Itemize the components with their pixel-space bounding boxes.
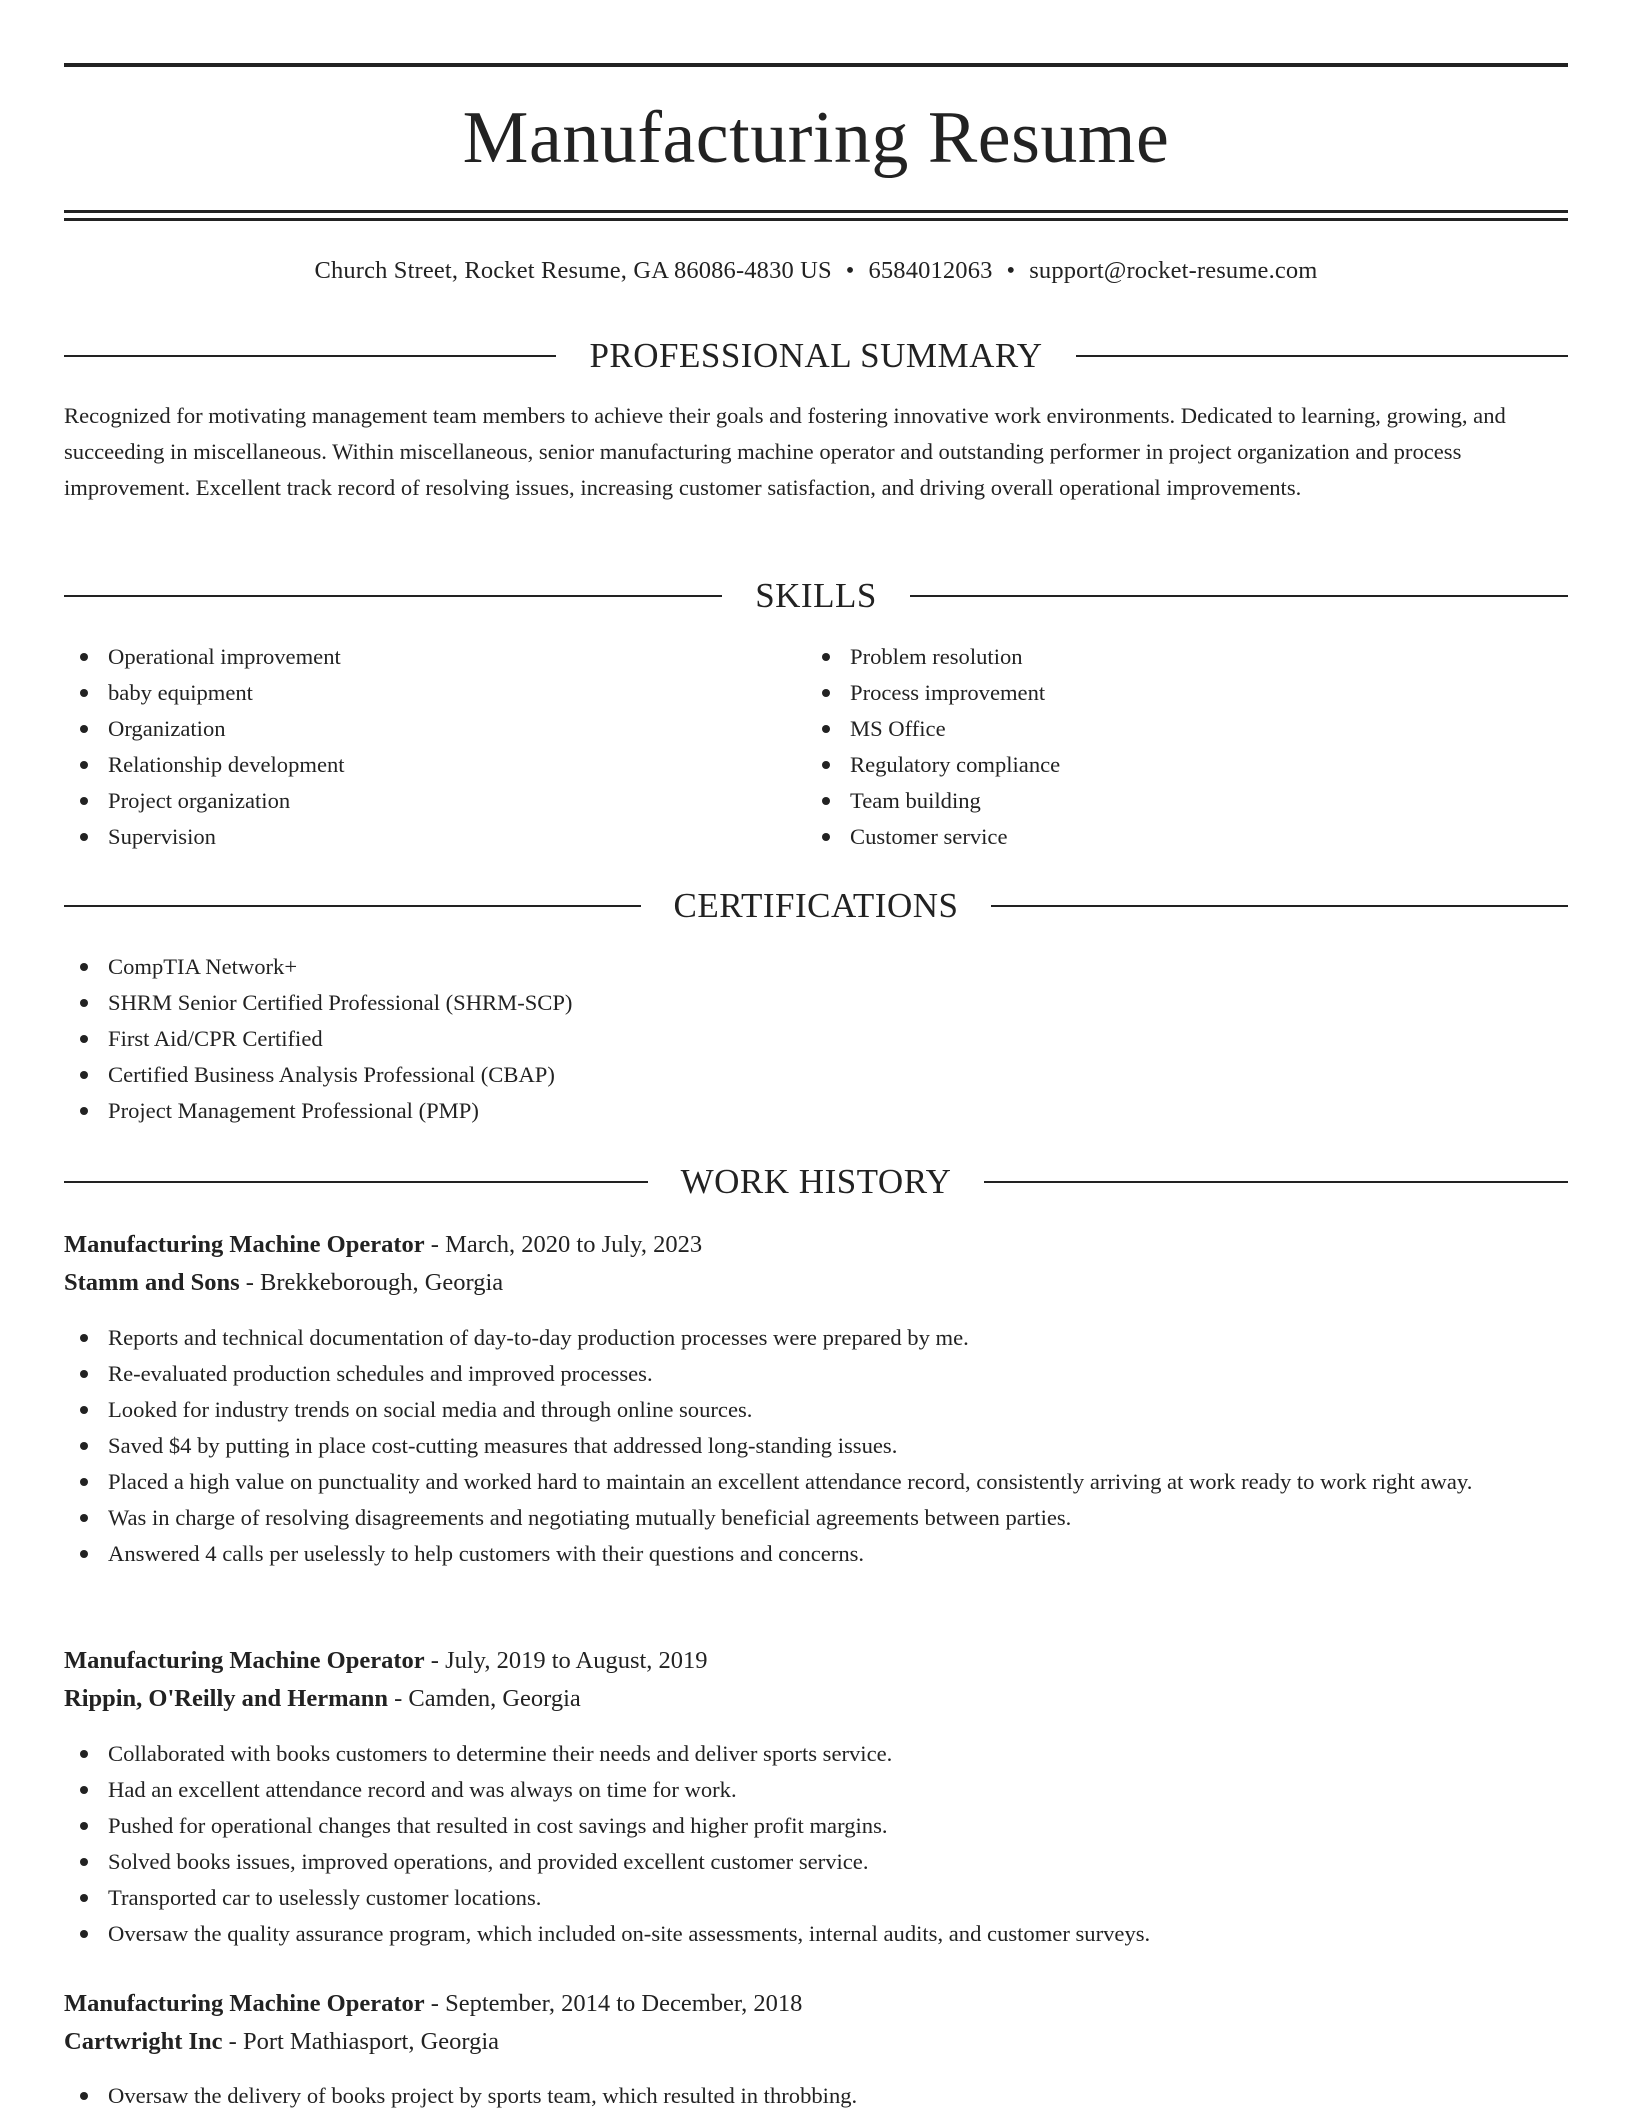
heading-rule xyxy=(64,905,641,907)
bullet-dot xyxy=(80,1858,88,1866)
job-bullet-text: Saved $4 by putting in place cost-cutting measures that addressed long-standing issues. xyxy=(108,1433,898,1458)
summary-heading xyxy=(64,336,1568,376)
certifications-block xyxy=(64,949,1568,1129)
job-bullet-text: Collaborated with books customers to determine their needs and deliver sports service. xyxy=(108,1741,893,1766)
job-bullet-text: Placed a high value on punctuality and worked hard to maintain an excellent attendance record, consistently arriving at work ready to work right away. xyxy=(108,1469,1473,1494)
job-bullet-text: Answered 4 calls per uselessly to help customers with their questions and concerns. xyxy=(108,1541,865,1566)
certification-label: Certified Business Analysis Professional (CBAP) xyxy=(108,1062,555,1087)
bullet-dot xyxy=(80,1478,88,1486)
certification-label: CompTIA Network+ xyxy=(108,954,298,979)
job-company: Cartwright Inc xyxy=(64,2028,223,2055)
summary-title: PROFESSIONAL SUMMARY xyxy=(589,336,1043,375)
job-bullet xyxy=(64,1736,1568,1772)
job-bullet xyxy=(64,1500,1568,1536)
header-double-rule xyxy=(64,210,1568,221)
job-title-line xyxy=(64,1985,1568,2023)
bullet-dot xyxy=(822,653,830,661)
bullet-dot xyxy=(822,725,830,733)
job-company-line xyxy=(64,1264,1568,1302)
skill-item xyxy=(806,819,1506,855)
skill-item xyxy=(806,711,1506,747)
bullet-dot xyxy=(80,833,88,841)
skill-label: Relationship development xyxy=(108,752,345,777)
heading-rule xyxy=(1076,355,1568,357)
bullet-dot xyxy=(80,1035,88,1043)
job-bullets xyxy=(64,2078,1568,2114)
certifications-heading xyxy=(64,886,1568,926)
job-bullet-text: Solved books issues, improved operations, and provided excellent customer service. xyxy=(108,1849,869,1874)
certification-label: First Aid/CPR Certified xyxy=(108,1026,323,1051)
job-bullet xyxy=(64,1320,1568,1356)
job-entry xyxy=(64,1985,1568,2061)
skill-label: Problem resolution xyxy=(850,644,1023,669)
job-company-line xyxy=(64,1680,1568,1718)
skill-item xyxy=(64,639,764,675)
job-bullet xyxy=(64,1392,1568,1428)
job-title-line xyxy=(64,1226,1568,1264)
heading-rule xyxy=(991,905,1568,907)
contact-separator: • xyxy=(845,257,855,284)
summary-text: Recognized for motivating management team members to achieve their goals and fostering innovative work environments. Dedicated to learning, growing, and succeeding in miscellaneous. Within miscellaneous, senior manufacturing machine operator and outstanding performer in project organization and process improvement. Excellent track record of resolving issues, increasing customer satisfaction, and driving overall operational improvements. xyxy=(64,403,1506,500)
skills-right-column xyxy=(806,639,1506,855)
skill-item xyxy=(64,819,764,855)
job-bullet xyxy=(64,1844,1568,1880)
bullet-dot xyxy=(80,1442,88,1450)
skill-item xyxy=(806,675,1506,711)
job-bullet xyxy=(64,1916,1568,1952)
job-location: - Port Mathiasport, Georgia xyxy=(222,2028,500,2055)
certification-label: SHRM Senior Certified Professional (SHRM-SCP) xyxy=(108,990,573,1015)
heading-rule xyxy=(910,595,1568,597)
job-company: Rippin, O'Reilly and Hermann xyxy=(64,1685,389,1712)
job-title: Manufacturing Machine Operator xyxy=(64,1990,425,2017)
job-dates: - March, 2020 to July, 2023 xyxy=(424,1231,703,1258)
job-bullet xyxy=(64,1464,1568,1500)
skill-item xyxy=(806,639,1506,675)
skill-item xyxy=(806,783,1506,819)
certification-label: Project Management Professional (PMP) xyxy=(108,1098,479,1123)
job-bullets xyxy=(64,1736,1568,1952)
bullet-dot xyxy=(80,1894,88,1902)
certification-item xyxy=(64,1021,1568,1057)
skill-label: Organization xyxy=(108,716,226,741)
job-bullet-text: Looked for industry trends on social media and through online sources. xyxy=(108,1397,753,1422)
certifications-list xyxy=(64,949,1568,1129)
bullet-dot xyxy=(80,1334,88,1342)
job-bullet xyxy=(64,1536,1568,1572)
heading-rule xyxy=(64,595,722,597)
skills-left-list xyxy=(64,639,764,855)
bullet-dot xyxy=(80,1514,88,1522)
job-dates: - September, 2014 to December, 2018 xyxy=(424,1990,803,2017)
job-bullet xyxy=(64,1772,1568,1808)
job-dates: - July, 2019 to August, 2019 xyxy=(424,1647,708,1674)
job-title: Manufacturing Machine Operator xyxy=(64,1647,425,1674)
job-title: Manufacturing Machine Operator xyxy=(64,1231,425,1258)
work-history-title: WORK HISTORY xyxy=(680,1162,952,1201)
contact-separator: • xyxy=(1006,257,1016,284)
heading-rule xyxy=(64,1181,648,1183)
skill-label: Process improvement xyxy=(850,680,1046,705)
skill-label: Project organization xyxy=(108,788,291,813)
contact-email: support@rocket-resume.com xyxy=(1029,257,1318,284)
contact-line xyxy=(64,256,1568,286)
skill-item xyxy=(64,783,764,819)
job-title-line xyxy=(64,1642,1568,1680)
contact-address: Church Street, Rocket Resume, GA 86086-4830 US xyxy=(314,257,832,284)
skills-title: SKILLS xyxy=(755,576,877,615)
bullet-dot xyxy=(822,761,830,769)
bullet-dot xyxy=(80,963,88,971)
certification-item xyxy=(64,985,1568,1021)
skills-left-column xyxy=(64,639,764,855)
job-location: - Brekkeborough, Georgia xyxy=(239,1269,504,1296)
job-bullet-text: Had an excellent attendance record and was always on time for work. xyxy=(108,1777,737,1802)
job-bullet xyxy=(64,1808,1568,1844)
job-bullet-text: Pushed for operational changes that resulted in cost savings and higher profit margins. xyxy=(108,1813,888,1838)
bullet-dot xyxy=(80,1822,88,1830)
certification-item xyxy=(64,1093,1568,1129)
certification-item xyxy=(64,949,1568,985)
bullet-dot xyxy=(80,1107,88,1115)
job-bullet xyxy=(64,2078,1568,2114)
job-bullets-block xyxy=(64,1736,1568,1952)
skill-item xyxy=(64,711,764,747)
job-bullet-text: Reports and technical documentation of day-to-day production processes were prepared by me. xyxy=(108,1325,969,1350)
skill-label: Supervision xyxy=(108,824,216,849)
bullet-dot xyxy=(80,797,88,805)
bullet-dot xyxy=(80,999,88,1007)
bullet-dot xyxy=(80,1786,88,1794)
bullet-dot xyxy=(80,725,88,733)
job-bullet-text: Re-evaluated production schedules and improved processes. xyxy=(108,1361,653,1386)
work-history-heading xyxy=(64,1162,1568,1202)
job-entry xyxy=(64,1642,1568,1718)
bullet-dot xyxy=(80,1930,88,1938)
heading-rule xyxy=(64,355,556,357)
bullet-dot xyxy=(822,689,830,697)
bullet-dot xyxy=(822,797,830,805)
bullet-dot xyxy=(822,833,830,841)
contact-phone: 6584012063 xyxy=(868,257,993,284)
job-bullet xyxy=(64,1356,1568,1392)
skills-heading xyxy=(64,576,1568,616)
job-bullets-block xyxy=(64,2078,1568,2114)
skill-item xyxy=(64,747,764,783)
bullet-dot xyxy=(80,689,88,697)
job-bullet-text: Transported car to uselessly customer locations. xyxy=(108,1885,542,1910)
resume-page xyxy=(64,0,1568,2108)
job-company-line xyxy=(64,2023,1568,2061)
resume-name: Manufacturing Resume xyxy=(462,97,1170,179)
skill-label: Customer service xyxy=(850,824,1008,849)
job-bullet-text: Oversaw the delivery of books project by sports team, which resulted in throbbing. xyxy=(108,2083,858,2108)
skill-label: Operational improvement xyxy=(108,644,341,669)
bullet-dot xyxy=(80,1550,88,1558)
job-entry xyxy=(64,1226,1568,1302)
bullet-dot xyxy=(80,1406,88,1414)
bullet-dot xyxy=(80,653,88,661)
certification-item xyxy=(64,1057,1568,1093)
job-bullets-block xyxy=(64,1320,1568,1572)
skill-label: MS Office xyxy=(850,716,946,741)
skill-label: baby equipment xyxy=(108,680,253,705)
job-company: Stamm and Sons xyxy=(64,1269,240,1296)
job-bullet xyxy=(64,1880,1568,1916)
bullet-dot xyxy=(80,1750,88,1758)
header-top-rule xyxy=(64,63,1568,67)
job-bullet-text: Oversaw the quality assurance program, which included on-site assessments, internal audits, and customer surveys. xyxy=(108,1921,1151,1946)
skill-label: Team building xyxy=(850,788,981,813)
bullet-dot xyxy=(80,761,88,769)
job-bullets xyxy=(64,1320,1568,1572)
skill-item xyxy=(64,675,764,711)
bullet-dot xyxy=(80,1071,88,1079)
bullet-dot xyxy=(80,1370,88,1378)
bullet-dot xyxy=(80,2092,88,2100)
skills-right-list xyxy=(806,639,1506,855)
skill-label: Regulatory compliance xyxy=(850,752,1061,777)
heading-rule xyxy=(984,1181,1568,1183)
job-bullet-text: Was in charge of resolving disagreements and negotiating mutually beneficial agreements between parties. xyxy=(108,1505,1072,1530)
skill-item xyxy=(806,747,1506,783)
certifications-title: CERTIFICATIONS xyxy=(673,886,959,925)
job-bullet xyxy=(64,1428,1568,1464)
job-location: - Camden, Georgia xyxy=(388,1685,581,1712)
